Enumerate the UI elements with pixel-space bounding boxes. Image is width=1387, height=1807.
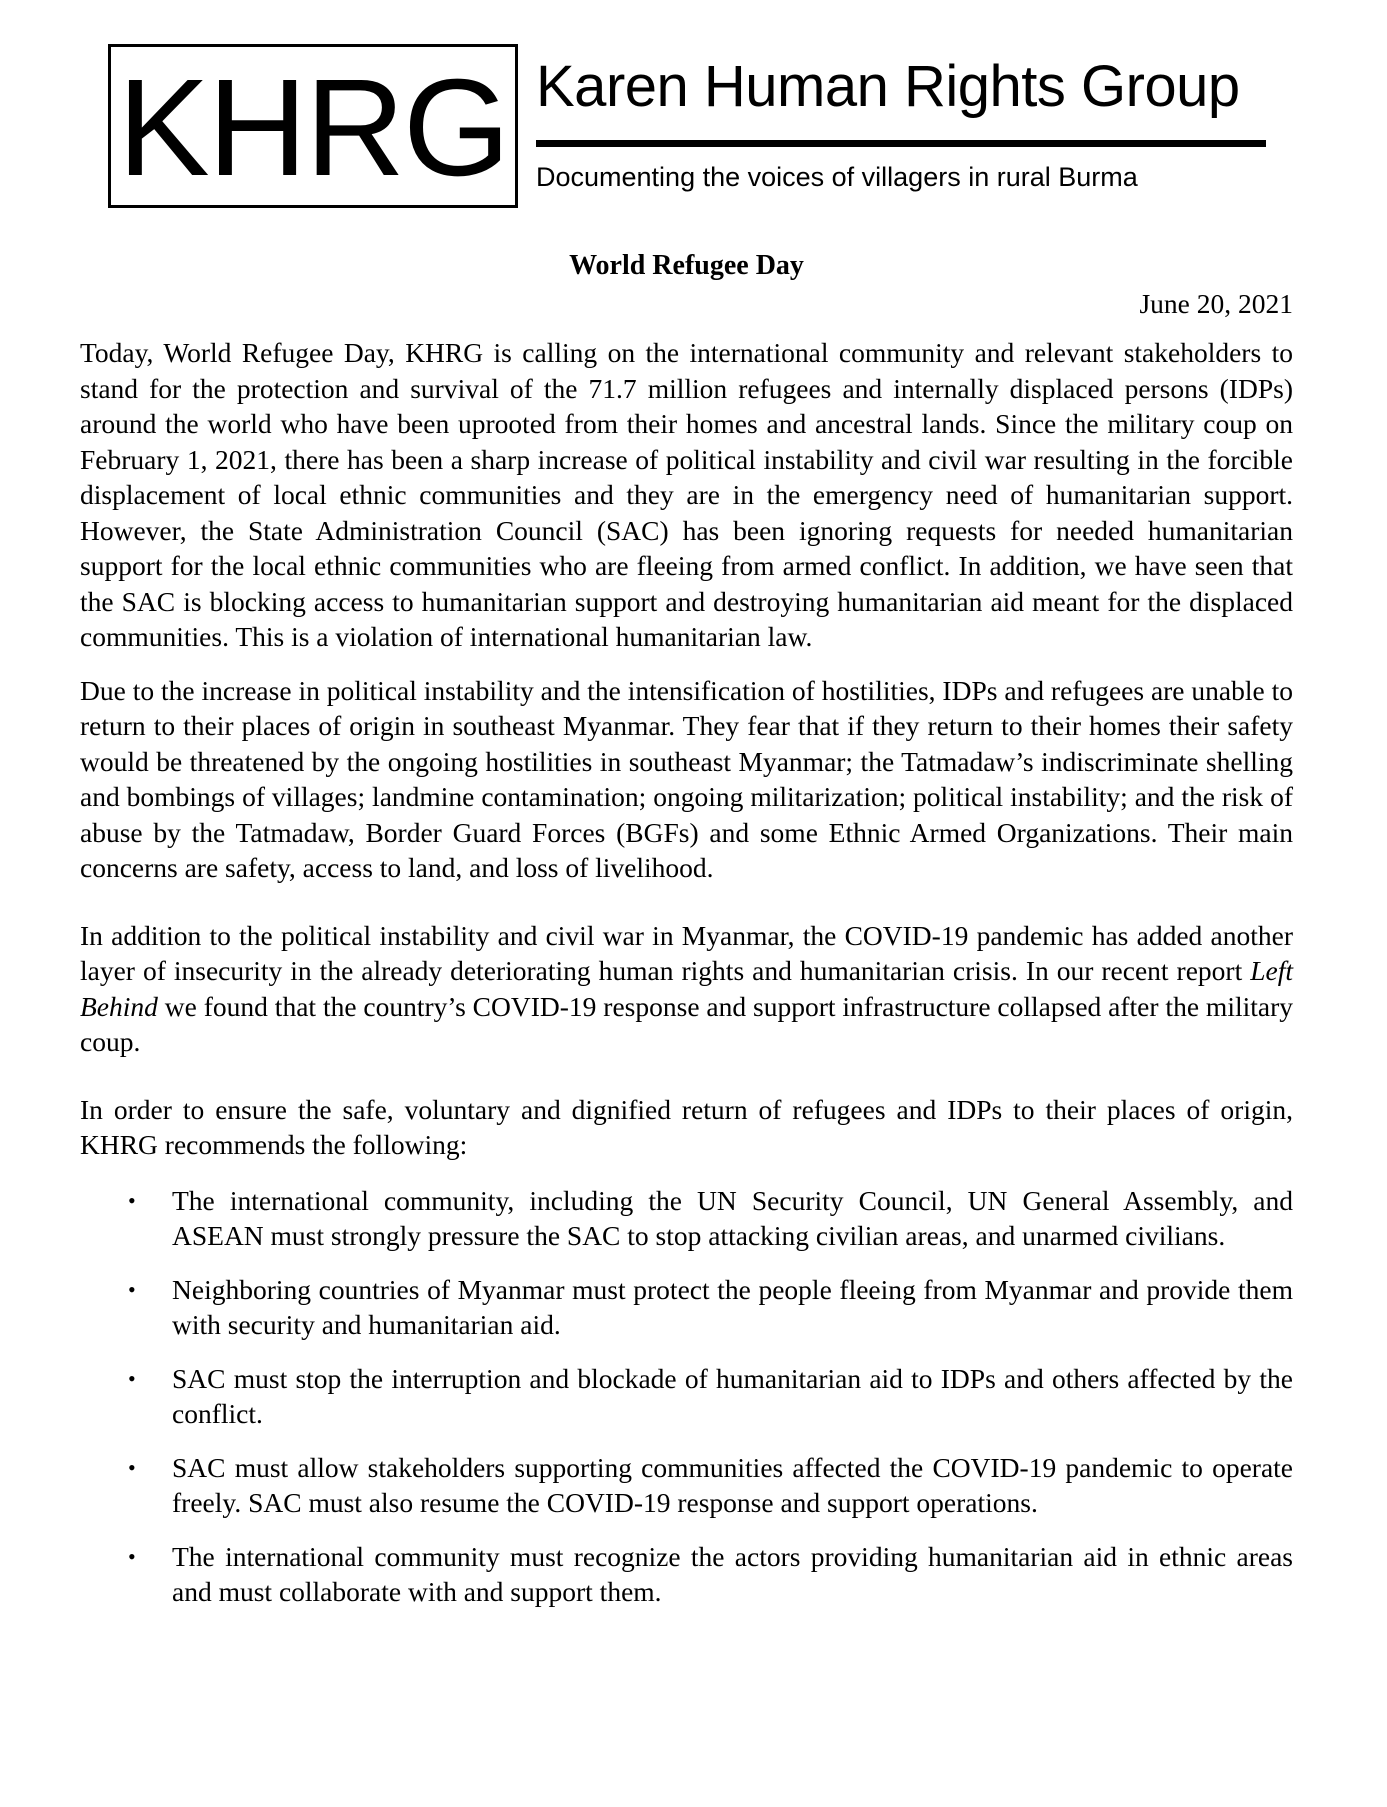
document-title: World Refugee Day	[569, 250, 804, 281]
document-body	[80, 248, 1293, 1628]
recommendations-list	[80, 1183, 1293, 1610]
list-item	[80, 1361, 1293, 1432]
logo-text: KHRG	[117, 51, 509, 205]
bullet-icon: •	[128, 1543, 136, 1569]
recommendation-text: The international community must recognize the actors providing humanitarian aid in ethnic areas and must collaborate with and support them.	[172, 1540, 1293, 1607]
bullet-icon: •	[128, 1454, 136, 1480]
recommendation-text: SAC must stop the interruption and blockade of humanitarian aid to IDPs and others affected by the conflict.	[172, 1362, 1293, 1429]
recommendation-text: The international community, including the UN Security Council, UN General Assembly, and ASEAN must strongly pressure the SAC to stop attacking civilian areas, and unarmed civilians.	[172, 1184, 1293, 1251]
document-date: June 20, 2021	[1139, 287, 1293, 319]
paragraph-1: Today, World Refugee Day, KHRG is calling on the international community and relevant stakeholders to stand for the protection and survival of the 71.7 million refugees and internally displaced persons (IDPs) around the world who have been uprooted from their homes and ancestral lands. Since the military coup on February 1, 2021, there has been a sharp increase of political instability and civil war resulting in the forcible displacement of local ethnic communities and they are in the emergency need of humanitarian support. However, the State Administration Council (SAC) has been ignoring requests for needed humanitarian support for the local ethnic communities who are fleeing from armed conflict. In addition, we have seen that the SAC is blocking access to humanitarian support and destroying humanitarian aid meant for the displaced communities. This is a violation of international humanitarian law.	[80, 337, 1293, 652]
recommendation-text: Neighboring countries of Myanmar must protect the people fleeing from Myanmar and provide them with security and humanitarian aid.	[172, 1273, 1293, 1340]
paragraph-4: In order to ensure the safe, voluntary and dignified return of refugees and IDPs to their places of origin, KHRG recommends the following:	[80, 1093, 1293, 1160]
bullet-icon: •	[128, 1276, 136, 1302]
list-item	[80, 1272, 1293, 1343]
paragraph-3-before: In addition to the political instability and civil war in Myanmar, the COVID-19 pandemic has added another layer of insecurity in the already deteriorating human rights and humanitarian crisis. In our recent report	[80, 919, 1293, 986]
organization-name: Karen Human Rights Group	[536, 54, 1240, 119]
paragraph-2: Due to the increase in political instability and the intensification of hostilities, IDPs and refugees are unable to return to their places of origin in southeast Myanmar. They fear that if they return to their homes their safety would be threatened by the ongoing hostilities in southeast Myanmar; the Tatmadaw’s indiscriminate shelling and bombings of villages; landmine contamination; ongoing militarization; political instability; and the risk of abuse by the Tatmadaw, Border Guard Forces (BGFs) and some Ethnic Armed Organizations. Their main concerns are safety, access to land, and loss of livelihood.	[80, 674, 1293, 883]
organization-tagline: Documenting the voices of villagers in rural Burma	[536, 162, 1138, 192]
paragraph-3	[80, 918, 1293, 1060]
bullet-icon: •	[128, 1365, 136, 1391]
list-item	[80, 1183, 1293, 1254]
list-item	[80, 1450, 1293, 1521]
paragraph-3-after: we found that the country’s COVID-19 response and support infrastructure collapsed after the military coup.	[80, 990, 1293, 1057]
report-title: Left Behind	[80, 955, 1293, 1022]
header-divider	[536, 140, 1266, 147]
list-item	[80, 1539, 1293, 1610]
letterhead	[108, 44, 1273, 214]
bullet-icon: •	[128, 1187, 136, 1213]
recommendation-text: SAC must allow stakeholders supporting communities affected the COVID-19 pandemic to operate freely. SAC must also resume the COVID-19 response and support operations.	[172, 1451, 1293, 1518]
khrg-logo	[108, 44, 518, 208]
